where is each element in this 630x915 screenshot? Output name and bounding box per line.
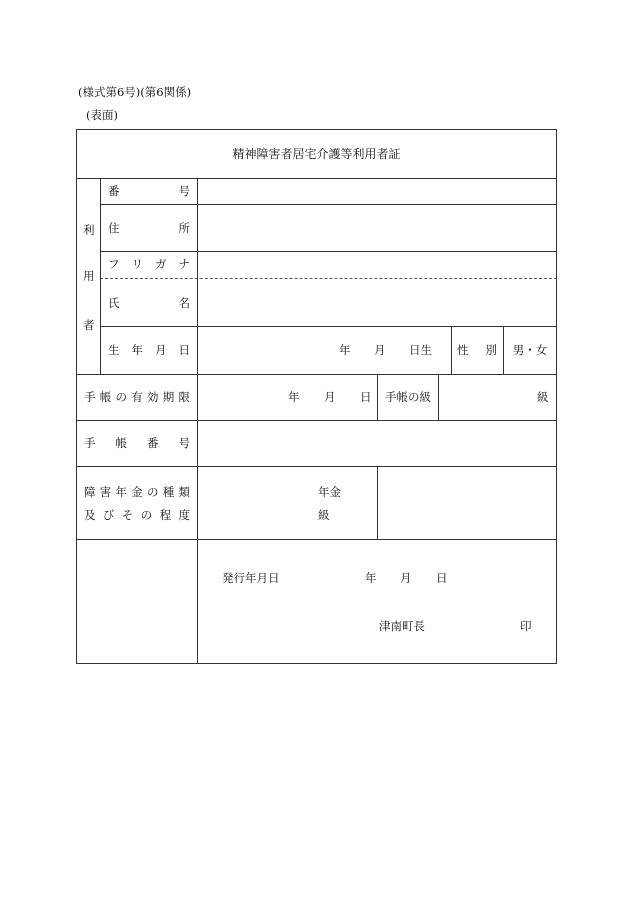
expiry-day-unit: 日 [360,390,372,404]
address-label: 住 所 [108,221,190,235]
name-label: 氏 名 [108,296,190,310]
gender-label: 性 別 [457,343,497,357]
pension-label-line2: 及 び そ の 程 度 [84,508,190,522]
birth-month-unit: 月 [374,343,386,357]
issue-date-label: 発行年月日 [222,571,280,585]
pension-grade-unit: 級 [318,508,330,522]
birth-day-unit: 日生 [409,343,432,357]
seal-mark: 印 [520,619,532,633]
issue-day-unit: 日 [436,571,448,585]
side-label: (表面) [86,108,118,122]
card-title: 精神障害者居宅介護等利用者証 [232,147,401,161]
gender-value: 男・女 [512,343,548,357]
furigana-divider [100,278,557,279]
birth-label: 生 年 月 日 [108,343,190,357]
user-label-1: 利 [83,223,95,237]
number-label: 番 号 [108,184,190,198]
expiry-year-unit: 年 [288,390,300,404]
furigana-label: フ リ ガ ナ [108,257,190,271]
issuer-name: 津南町長 [379,619,425,633]
issue-year-unit: 年 [365,571,377,585]
notebook-expiry-label: 手 帳 の 有 効 期 限 [84,390,190,404]
pension-type-unit: 年金 [318,485,341,499]
notebook-number-label: 手 帳 番 号 [84,436,190,450]
expiry-month-unit: 月 [324,390,336,404]
pension-label-line1: 障 害 年 金 の 種 類 [84,485,190,499]
notebook-grade-label: 手帳の級 [385,390,431,404]
user-label-2: 用 [83,269,95,283]
form-number: (様式第6号)(第6関係) [78,85,192,99]
notebook-grade-unit: 級 [537,390,549,404]
birth-year-unit: 年 [339,343,351,357]
user-label-3: 者 [83,318,95,332]
issue-month-unit: 月 [400,571,412,585]
